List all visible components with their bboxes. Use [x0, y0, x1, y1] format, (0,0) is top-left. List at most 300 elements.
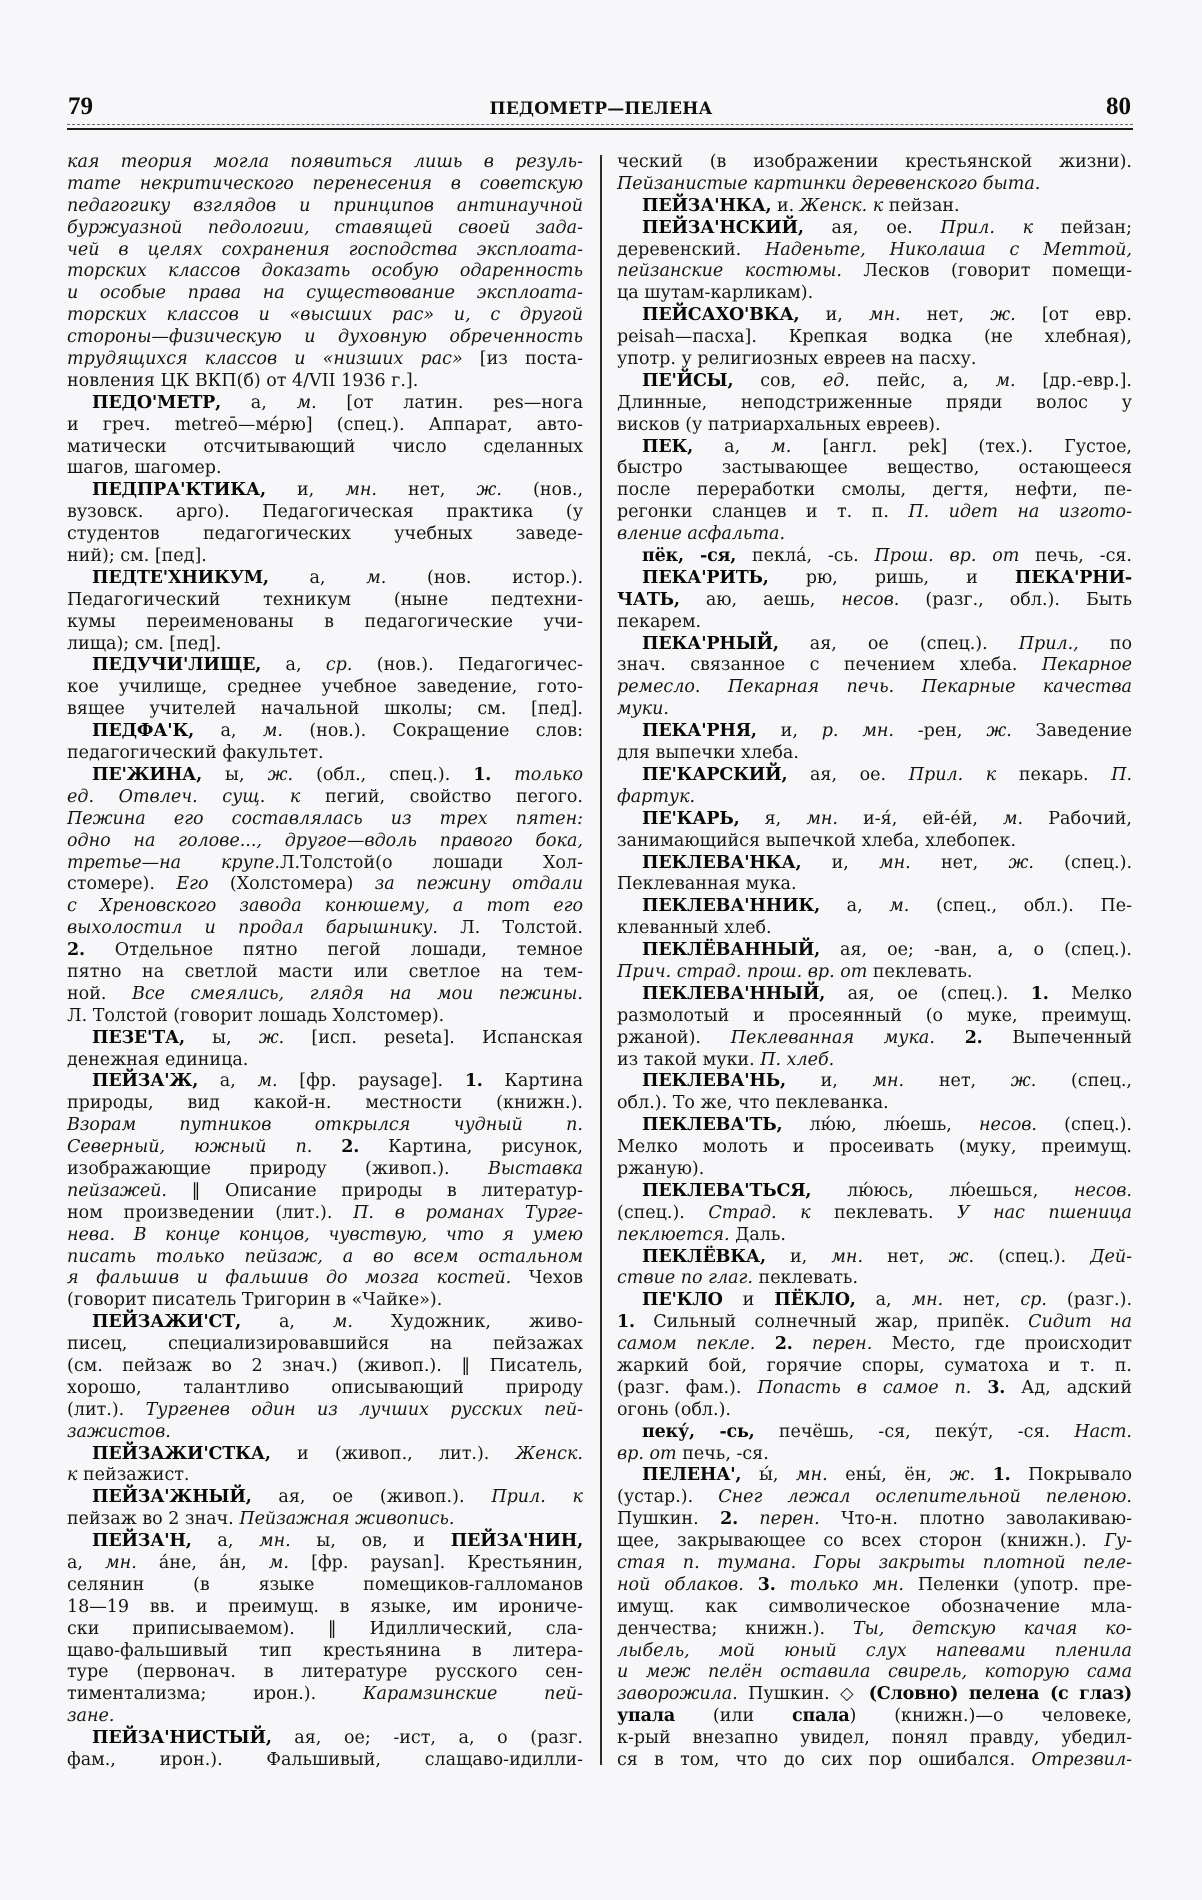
body-text: ) (книжн.)—о человеке, [849, 1706, 1132, 1727]
italic-text: буржуазной педологии, ставящей своей зада- [67, 217, 583, 238]
italic-text: кая теория могла появиться лишь в резуль- [67, 152, 583, 172]
body-text: Л. Толстой. [437, 918, 583, 939]
text-line [617, 1597, 1132, 1619]
entry-start-line [617, 721, 1132, 743]
body-text [776, 1575, 790, 1595]
body-text: вузовск. арго). Педагогическая практика (у [67, 502, 583, 523]
headword: ПЕК, [642, 436, 694, 457]
text-line [67, 1356, 583, 1378]
body-text: матически отсчитывающий число сделанных [67, 436, 583, 457]
body-text: деревенский. [617, 239, 766, 260]
italic-text: Пейзанистые картинки деревенского быта. [617, 173, 1041, 194]
italic-text: Все смеялись, глядя на мои пежины. [131, 983, 583, 1004]
body-text: Что-н. плотно заволакиваю- [819, 1509, 1132, 1530]
text-line [67, 1684, 583, 1706]
italic-text: Прил. к [908, 764, 997, 785]
italic-text: м. [771, 436, 792, 457]
text-line [617, 1641, 1132, 1663]
italic-text: писать только пейзаж, а во всем остальном [67, 1246, 583, 1267]
entry-start-line [67, 480, 583, 502]
entry-start-line [617, 1422, 1132, 1444]
text-line [67, 809, 583, 831]
bold-term: ЧАТЬ, [617, 589, 680, 610]
body-text: (устар.). [617, 1487, 719, 1508]
text-line [67, 1268, 583, 1290]
bold-term: 1. [617, 1312, 635, 1333]
italic-text: Женск. [515, 1443, 583, 1464]
italic-text: Отрезвил- [1031, 1750, 1132, 1771]
body-text: (разг. фам.). [617, 1377, 758, 1398]
body-text: кое училище, среднее учебное заведение, гото- [67, 677, 583, 698]
italic-text: пейзанские костюмы. [617, 261, 842, 282]
text-line [617, 831, 1132, 853]
italic-text: м. [268, 1553, 289, 1573]
text-line [617, 1553, 1132, 1575]
text-line [67, 1159, 583, 1181]
italic-text: несов. [979, 1115, 1037, 1136]
entry-start-line [67, 1071, 583, 1093]
body-text: Пушкин. ◇ [737, 1684, 869, 1705]
italic-text: м. [332, 1312, 353, 1333]
italic-text: перен. [759, 1509, 820, 1530]
italic-text: П. хлеб. [760, 1049, 835, 1070]
body-text: ая, ое (спец.). [778, 633, 1019, 654]
headword: ПЕКЛЕВА'НКА, [642, 852, 802, 873]
body-text: нет, [900, 305, 991, 326]
text-line [617, 1400, 1132, 1422]
italic-text: м. [1003, 808, 1024, 829]
text-line [617, 1509, 1132, 1531]
italic-text: лыбель, мой юный слух напевами пленила [617, 1640, 1132, 1661]
text-line [67, 458, 583, 480]
italic-text: мн. [911, 1290, 944, 1311]
body-text: к-рый внезапно увидел, понял правду, убедил- [617, 1728, 1132, 1749]
body-text: щее, закрывающее со всех сторон (книжн.). [617, 1531, 1105, 1552]
bold-term: 1. [464, 1071, 483, 1092]
entry-start-line [617, 634, 1132, 656]
entry-start-line [617, 1290, 1132, 1312]
body-text: peisah—пасха]. Крепкая водка (не хлебная), [617, 327, 1132, 348]
body-text: [англ. pek] (тех.). Густое, [791, 436, 1132, 457]
italic-text: нева. В конце концов, чувствую, что я умею [67, 1224, 583, 1245]
text-line [617, 1159, 1132, 1181]
entry-start-line [67, 1531, 583, 1553]
text-line [617, 1356, 1132, 1378]
body-text: и греч. metreō—ме́рю] (спец.). Аппарат, авто- [67, 414, 583, 435]
body-text: а, [855, 1290, 912, 1311]
body-text [793, 1334, 812, 1354]
italic-text: р. мн. [821, 721, 894, 742]
body-text: ржаной). [617, 1027, 731, 1048]
body-text: ы, ов, и [290, 1531, 451, 1552]
italic-text: ср. [1020, 1290, 1047, 1311]
italic-text: Дей- [1090, 1246, 1133, 1267]
body-text: педагогический факультет. [67, 743, 324, 764]
text-line [617, 612, 1132, 634]
text-line [617, 458, 1132, 480]
body-text: а, [191, 1531, 260, 1552]
body-text: хорошо, талантливо описывающий природу [67, 1377, 583, 1398]
italic-text: трудящихся классов и «низших рас» [67, 349, 463, 370]
body-text: я, [739, 808, 807, 829]
text-line [67, 1050, 583, 1072]
body-text: и, [756, 721, 822, 742]
headword: пёк, -ся, [642, 546, 737, 567]
body-text: а, [240, 1312, 333, 1333]
text-line [617, 1050, 1132, 1072]
body-text: Картина [482, 1071, 583, 1092]
body-text: и (живоп., лит.). [270, 1443, 516, 1464]
italic-text: торских классов доказать особую одаренность [67, 261, 583, 282]
text-line [617, 393, 1132, 415]
text-line [617, 1137, 1132, 1159]
italic-text: за пежину отдали [374, 874, 584, 895]
italic-text: мн. [806, 808, 838, 829]
entry-start-line [617, 940, 1132, 962]
headword: ПЕДПРА'КТИКА, [92, 480, 266, 501]
text-line [617, 1575, 1132, 1597]
text-line [67, 1115, 583, 1137]
body-text: Сильный солнечный жар, припёк. [634, 1312, 1029, 1333]
italic-text: П. в романах Турге- [353, 1202, 583, 1223]
body-text: пекла́, -сь. [736, 546, 875, 567]
text-line [67, 415, 583, 437]
body-text: огонь (обл.). [617, 1399, 731, 1420]
italic-text: ной облаков. [617, 1574, 744, 1595]
text-line [67, 349, 583, 371]
italic-text: Выставка [487, 1158, 583, 1179]
text-line [67, 174, 583, 196]
body-text: (спец., [1036, 1071, 1132, 1092]
text-line [617, 1225, 1132, 1247]
italic-text: Женск. к [799, 195, 884, 216]
entry-start-line [67, 1728, 583, 1750]
italic-text: Взорам путников открылся чудный п. [67, 1115, 583, 1136]
body-text: пейс, а, [849, 370, 996, 391]
text-line [67, 1553, 583, 1575]
text-line [617, 655, 1132, 677]
entry-start-line [617, 305, 1132, 327]
italic-text: Тургенев один из лучших русских пей- [145, 1399, 583, 1420]
body-text: печь, -ся. [676, 1443, 769, 1464]
text-line [67, 677, 583, 699]
text-line [67, 1290, 583, 1312]
body-text: (спец.). [1036, 1115, 1132, 1136]
text-line [67, 327, 583, 349]
entry-start-line [67, 1444, 583, 1466]
text-line [67, 261, 583, 283]
running-title: ПЕДОМЕТР—ПЕЛЕНА [489, 99, 713, 119]
headword: ПЕЛЕНА', [642, 1465, 742, 1486]
italic-text: Пежина его составлялась из трех пятен: [67, 808, 583, 829]
body-text: стомере). [67, 874, 177, 895]
body-text: а, [261, 655, 326, 676]
text-line [67, 1750, 583, 1772]
body-text: ы́, [741, 1465, 797, 1486]
italic-text: ед. [822, 370, 850, 391]
text-line [67, 1400, 583, 1422]
italic-text: тате некритического перенесения в советскую [67, 173, 583, 194]
body-text: новления ЦК ВКП(б) от 4/VII 1936 г.]. [67, 370, 419, 391]
text-line [67, 962, 583, 984]
body-text: пекарь. [996, 764, 1112, 785]
italic-text: стая п. тумана. Горы закрыты плотной пеле- [617, 1553, 1132, 1573]
text-line [617, 1268, 1132, 1290]
body-text: нет, [376, 480, 477, 501]
entry-start-line [67, 393, 583, 415]
italic-text: с Хреновского завода конюшему, а тот его [67, 896, 583, 917]
italic-text: одно на голове..., другое—вдоль правого бока, [67, 830, 583, 851]
body-text: (или [675, 1706, 793, 1727]
italic-text: мн. [259, 1531, 291, 1552]
body-text: ы, [184, 1027, 259, 1048]
italic-text: мн. [872, 1071, 905, 1092]
italic-text: Ты, детскую качая ко- [852, 1618, 1132, 1639]
body-text: быстро застывающее вещество, остающееся [617, 458, 1132, 479]
body-text: ческий (в изображении крестьянской жизни). [617, 152, 1132, 172]
text-line [617, 1093, 1132, 1115]
italic-text: П. идет на изгото- [908, 502, 1132, 523]
italic-text: Прош. вр. от [874, 546, 1020, 567]
body-text: а, [693, 436, 772, 457]
italic-text: ствие по глаг. [617, 1268, 753, 1289]
body-text: Пеленки (употр. пре- [903, 1574, 1132, 1595]
text-line [67, 1575, 583, 1597]
text-line [617, 415, 1132, 437]
entry-start-line [617, 765, 1132, 787]
bold-term: 2. [341, 1137, 360, 1158]
bold-term: спала [792, 1706, 850, 1727]
text-line [617, 677, 1132, 699]
italic-text: ремесло. Пекарная печь. Пекарные качества [617, 677, 1132, 698]
body-text: Лесков (говорит помещи- [841, 261, 1132, 282]
headword: ПЕКЛЕВА'ННИК, [642, 896, 821, 917]
italic-text: Страд. к [708, 1202, 811, 1223]
body-text: вящее учителей начальной школы; см. [пед]. [67, 699, 583, 720]
headword: пеку́, -сь, [642, 1421, 755, 1442]
body-text: (спец.). [974, 1246, 1091, 1267]
italic-text: Карамзинские пей- [363, 1684, 583, 1705]
headword: ПЕКЛЁВКА, [642, 1246, 766, 1267]
entry-start-line [67, 721, 583, 743]
entry-start-line [617, 853, 1132, 875]
body-text: (лит.). [67, 1399, 146, 1420]
entry-start-line [617, 1465, 1132, 1487]
text-line [67, 896, 583, 918]
headword: ПЕДО'МЕТР, [92, 392, 222, 413]
italic-text: вление асфальта. [617, 524, 786, 545]
text-line [67, 787, 583, 809]
body-text: клеванный хлеб. [617, 918, 772, 939]
text-line [67, 1465, 583, 1487]
header-rule-thick [67, 128, 1133, 130]
body-text: знач. связанное с печением хлеба. [617, 655, 1042, 676]
text-line [67, 1662, 583, 1684]
headword: ПЕ'КЛО [642, 1290, 723, 1311]
body-text: Мелко молоть и просеивать (муку, преимущ. [617, 1137, 1132, 1158]
body-text: туре (первонач. в литературе русского сен- [67, 1662, 583, 1683]
body-text: Пеклеванная мука. [617, 874, 797, 895]
italic-text: м. [889, 896, 910, 917]
italic-text: ж. [476, 480, 502, 501]
text-line [67, 612, 583, 634]
headword: ПЕЙЗА'НКА, [642, 195, 772, 216]
text-line [617, 1684, 1132, 1706]
body-text: и-я́, ей-е́й, [837, 808, 1004, 829]
body-text: Длинные, неподстриженные пряди волос у [617, 392, 1132, 413]
italic-text: Прил. к [940, 217, 1034, 238]
body-text: и [722, 1290, 775, 1311]
body-text: (Холстомера) [208, 874, 375, 895]
italic-text: несов. [1074, 1180, 1132, 1201]
bold-term: 1. [992, 1465, 1011, 1486]
text-line [617, 743, 1132, 765]
text-line [67, 1203, 583, 1225]
italic-text: Сидит на [1028, 1312, 1132, 1333]
body-text: (спец.). [1033, 852, 1133, 873]
entry-start-line [617, 809, 1132, 831]
italic-text: я фальшив и фальшив до мозга костей. [67, 1268, 512, 1289]
italic-text: фартук. [617, 786, 696, 807]
body-text: а, [820, 896, 890, 917]
body-text: ца шутам-карликам). [617, 283, 814, 304]
text-line [617, 962, 1132, 984]
headword: ПЕКЛЕВА'НЬ, [642, 1071, 786, 1092]
body-text: нет, [904, 1071, 1011, 1092]
body-text: Покрывало [1010, 1465, 1132, 1486]
headword: ПЕЙЗА'Ж, [92, 1071, 199, 1092]
text-line [67, 1509, 583, 1531]
body-text: нет, [863, 1246, 949, 1267]
headword: ПЕ'КАРСКИЙ, [642, 764, 788, 785]
text-line [67, 1181, 583, 1203]
text-line [67, 590, 583, 612]
text-line [617, 1619, 1132, 1641]
body-text: (нов., [501, 480, 584, 501]
body-text: а, [194, 721, 263, 742]
headword: ПЕКЛЕВА'ТЬ, [642, 1115, 783, 1136]
text-line [67, 634, 583, 656]
text-line [617, 327, 1132, 349]
body-text: студентов педагогических учебных заведе- [67, 524, 583, 545]
body-text: и, [765, 1246, 832, 1267]
body-text: ая, ое; -ист, а, о (разг. [271, 1728, 583, 1749]
body-text: пейзан. [883, 195, 960, 216]
italic-text: Его [176, 874, 209, 895]
bold-term: упала [617, 1706, 676, 1727]
text-line [67, 699, 583, 721]
text-line [67, 1006, 583, 1028]
text-line [67, 831, 583, 853]
body-text: печёшь, -ся, пеку́т, -ся. [754, 1421, 1075, 1442]
italic-text: торских классов и «высших рас» и, с другой [67, 305, 583, 326]
text-line [617, 1706, 1132, 1728]
headword: ПЕКА'РИТЬ, [642, 567, 769, 588]
body-text: [др.-евр.]. [1015, 370, 1132, 391]
italic-text: педагогику взглядов и принципов антинаучной [67, 195, 583, 216]
text-line [67, 853, 583, 875]
body-text: ной. [67, 983, 132, 1004]
italic-text: третье—на крупе. [67, 852, 280, 873]
italic-text: мн. [879, 852, 911, 873]
body-text [975, 1465, 993, 1485]
text-line [617, 1378, 1132, 1400]
body-text: [исп. peseta]. Испанская [284, 1027, 584, 1048]
body-text: [от латин. pes—нога [316, 392, 583, 413]
text-line [617, 1312, 1132, 1334]
italic-text: Северный, южный п. [67, 1137, 342, 1158]
italic-text: стороны—физическую и духовную обреченность [67, 327, 583, 348]
body-text: лю́юсь, лю́ешься, [811, 1180, 1075, 1201]
text-line [67, 546, 583, 568]
entry-start-line [67, 568, 583, 590]
body-text: пегий, свойство пегого. [300, 786, 583, 807]
body-text: Выпеченный [982, 1027, 1132, 1048]
body-text: пятно на светлой масти или светлое на тем- [67, 961, 583, 982]
text-line [67, 1706, 583, 1728]
text-line [617, 283, 1132, 305]
body-text: изображающие природу (живоп.). [67, 1158, 488, 1179]
text-line [67, 743, 583, 765]
header-rule-thin [67, 124, 1133, 125]
body-text: ая, ое (спец.). [825, 983, 1031, 1004]
body-text: рю, ришь, и [768, 567, 1015, 588]
italic-text: мн. [868, 305, 901, 326]
headword: ПЕКА'РНЯ, [642, 721, 757, 742]
headword: ПЕКА'РНЫЙ, [642, 633, 779, 654]
body-text: пейзаж во 2 знач. [67, 1509, 240, 1530]
bold-term: 3. [987, 1377, 1006, 1398]
text-line [617, 502, 1132, 524]
body-text: после переработки смолы, дегтя, нефти, пе- [617, 480, 1132, 501]
body-text: Картина, рисунок, [359, 1137, 583, 1158]
bold-term: ПЕКА'РНИ- [1014, 567, 1132, 588]
italic-text: выхолостил и продал барышнику. [67, 918, 438, 939]
body-text: щаво-фальшивый тип крестьянина в литера- [67, 1640, 583, 1661]
headword: ПЕ'ЙСЫ, [642, 370, 734, 391]
entry-start-line [617, 1115, 1132, 1137]
entry-start-line [67, 655, 583, 677]
body-text: Художник, живо- [353, 1312, 584, 1333]
text-line [67, 305, 583, 327]
body-text: пеклевать. [810, 1202, 957, 1223]
text-line [617, 1728, 1132, 1750]
body-text: [из поста- [462, 349, 583, 370]
headword: ПЕЙСАХО'ВКА, [642, 305, 800, 326]
text-line [67, 1137, 583, 1159]
headword: ПЕЙЗА'ЖНЫЙ, [92, 1487, 252, 1508]
entry-start-line [617, 568, 1132, 590]
body-text: Отдельное пятно пегой лошади, темное [84, 940, 583, 961]
text-line [67, 1334, 583, 1356]
text-line [67, 502, 583, 524]
body-text: по [1078, 633, 1132, 654]
headword: ПЕЙЗА'НИСТЫЙ, [92, 1728, 272, 1749]
body-text: ены́, ён, [827, 1465, 950, 1486]
text-line [617, 1203, 1132, 1225]
italic-text: мн. [796, 1465, 828, 1486]
text-line [67, 437, 583, 459]
body-text: (спец., обл.). Пе- [909, 896, 1132, 917]
body-text: Л.Толстой(о лошади Хол- [279, 852, 583, 873]
body-text: ‖ Описание природы в литератур- [166, 1180, 583, 1201]
text-line [617, 261, 1132, 283]
entry-start-line [617, 1247, 1132, 1269]
entry-start-line [617, 1181, 1132, 1203]
italic-text: зажистов. [67, 1421, 171, 1442]
italic-text: Пекарное [1041, 655, 1132, 676]
body-text: селянин (в языке помещиков-галломанов [67, 1574, 583, 1595]
